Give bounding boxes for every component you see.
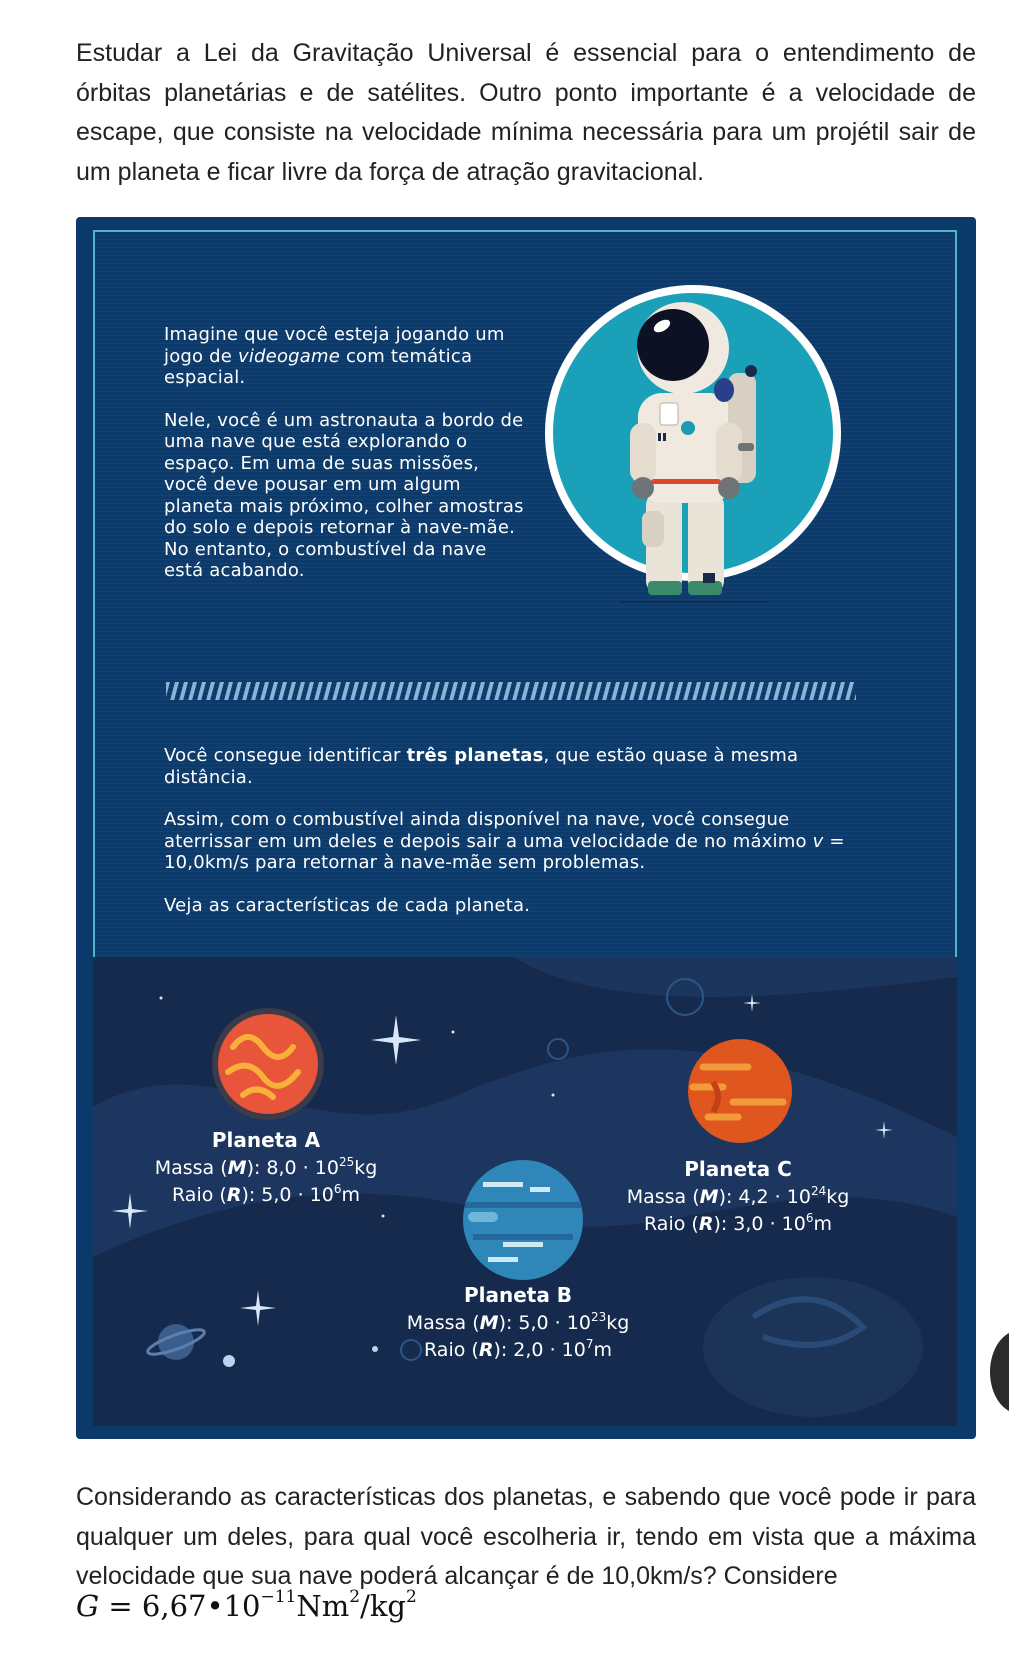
story-paragraph-2: Nele, você é um astronauta a bordo de uma nave que está explorando o espaço. Em uma de suas missões, você deve pousar em um algum planeta mais próximo, colher amostras do solo e depois retornar à nave-mãe. No entanto, o combustível da nave está acabando. <box>164 409 524 581</box>
planet-a-name: Planeta A <box>211 1128 321 1152</box>
planet-c-icon <box>688 1039 792 1143</box>
planet-a-info <box>136 1130 396 1207</box>
planet-c-radius: Raio (R): $3,0 \cdot 10^6m$ <box>644 1211 832 1235</box>
planet-c-mass: Massa (M): $4,2 \cdot 10^{24}kg$ <box>626 1183 850 1208</box>
mission-paragraph-3: Veja as características de cada planeta. <box>164 894 531 916</box>
mission-paragraph-1: Você consegue identificar três planetas, que estão quase à mesma distância. <box>164 745 799 788</box>
planet-b-name: Planeta B <box>463 1283 573 1307</box>
space-game-infographic <box>76 217 976 1439</box>
planet-b-info <box>388 1285 648 1362</box>
story-paragraph-1: Imagine que você esteja jogando um jogo de videogame com temática espacial. <box>164 324 505 388</box>
astronaut-illustration <box>538 283 868 623</box>
intro-paragraph: Estudar a Lei da Gravitação Universal é essencial para o entendimento de órbitas planetárias e de satélites. Outro ponto importante é a velocidade de escape, que consiste na velocidade mínima necessária para um projétil sair de um planeta e ficar livre da força de atração gravitacional. <box>76 39 976 186</box>
planet-b-mass: Massa (M): $5,0 \cdot 10^{23}kg$ <box>406 1309 630 1334</box>
striped-divider <box>166 682 856 700</box>
story-intro-text <box>164 324 524 603</box>
planet-b-radius: Raio (R): $2,0 \cdot 10^7m$ <box>424 1337 612 1361</box>
mission-paragraph-2: Assim, com o combustível ainda disponível na nave, você consegue aterrissar em um deles e depois sair a uma velocidade de no máximo v = 10,0km/s para retornar à nave-mãe sem problemas. <box>164 809 845 873</box>
planet-c-info <box>608 1159 868 1236</box>
question-paragraph: Considerando as características dos planetas, e sabendo que você pode ir para qualquer um deles, para qual você escolheria ir, tendo em vista que a máxima velocidade que sua nave poderá alcançar é de 10,0km/s? Considere <box>76 1483 976 1590</box>
planet-a-radius: Raio (R): $5,0 \cdot 10^6m$ <box>172 1182 360 1206</box>
planet-a-mass: Massa (M): $8,0 \cdot 10^{25}kg$ <box>154 1154 378 1179</box>
gravitational-constant-formula: $G = 6,67•10^{-11}Nm^2/kg^2$ <box>76 1587 417 1623</box>
planet-a-icon <box>212 1008 324 1120</box>
planet-c-name: Planeta C <box>684 1157 792 1181</box>
planet-b-icon <box>463 1160 583 1280</box>
floating-circle-button[interactable] <box>990 1330 1009 1414</box>
mission-text <box>164 745 864 937</box>
